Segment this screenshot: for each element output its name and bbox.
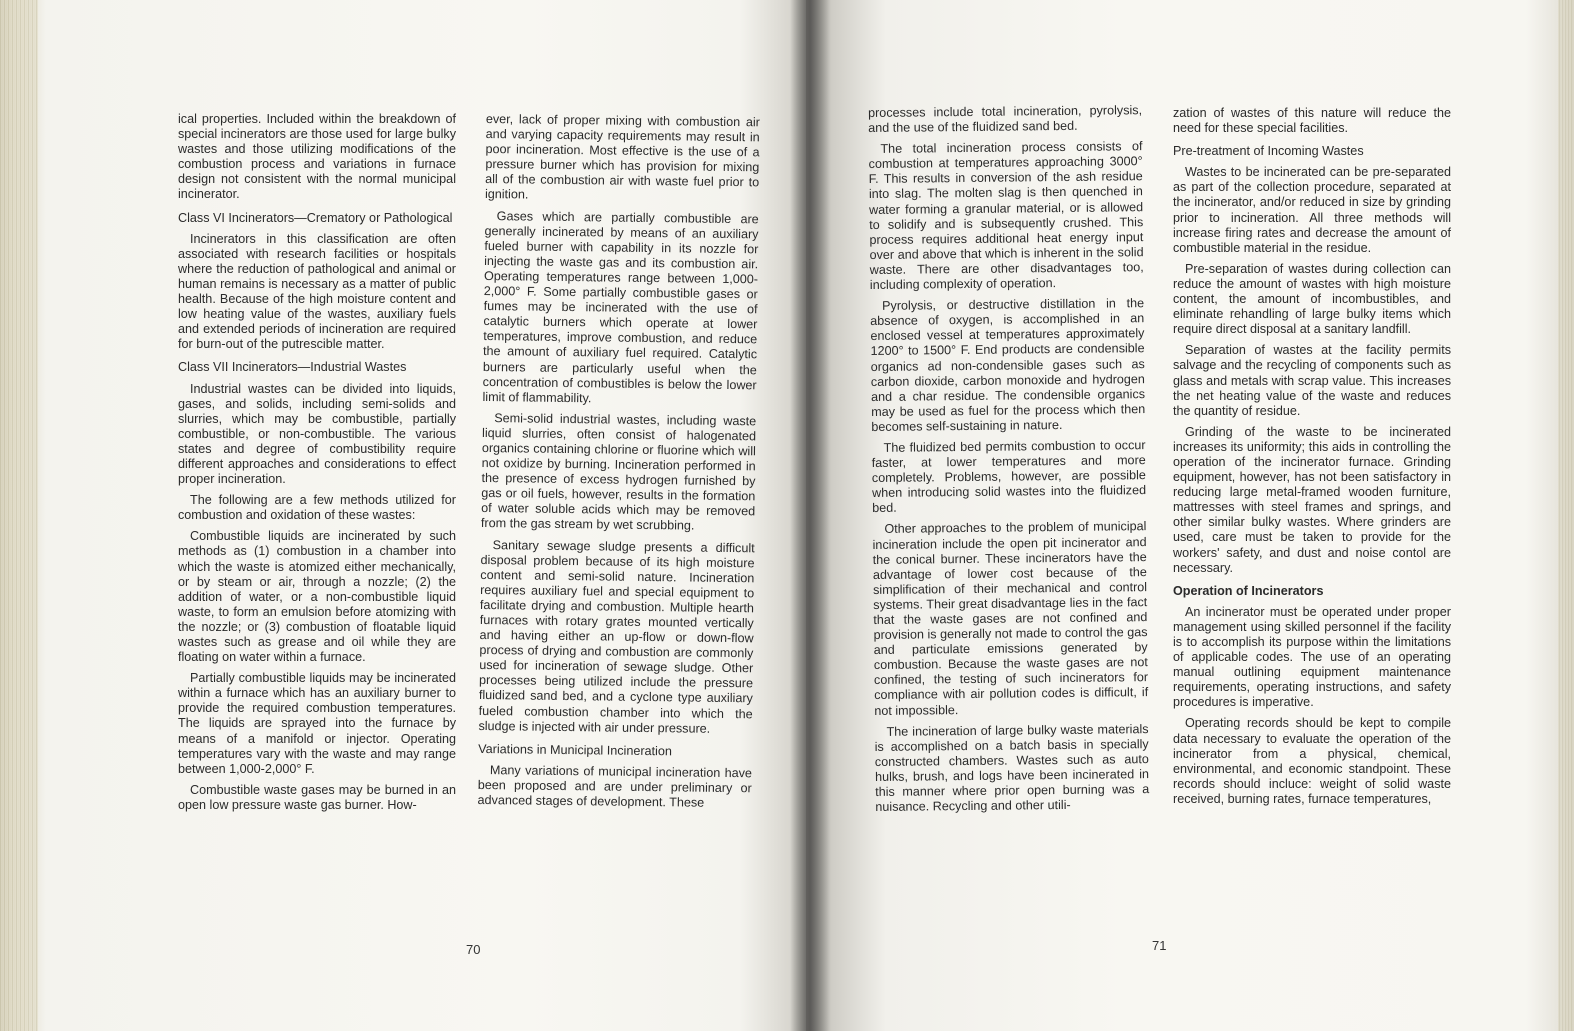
book-gutter: [790, 0, 830, 1031]
section-heading: Variations in Municipal Incineration: [478, 741, 672, 759]
paragraph: zation of wastes of this nature will reduce the need for these special facilities.: [1173, 106, 1451, 136]
paragraph: Pyrolysis, or destructive distillation in the absence of oxygen, is accomplished in an enclosed vessel at temperatures approximately 1200° to 1500° F. End products are condensible organics ad non-condensible gases such as carbon dioxide, carbon monoxide and hydrogen and a char residue. The condensible organics may be used as fuel for the process which then becomes self-sustaining in nature.: [870, 296, 1146, 434]
paragraph: processes include total incineration, pyrolysis, and the use of the fluidized sand bed.: [868, 103, 1143, 136]
paragraph: The total incineration process consists of combustion at temperatures approaching 3000° F. This results in conversion of the ash residue into slag. The molten slag is then quenched in water forming a granular material, or is allowed to solidify and is subsequently crushed. This process requires additional heat energy input over and above that which is inherent in the solid waste. There are other disadvantages too, including complexity of operation.: [868, 139, 1144, 293]
left-page-column-2: [477, 112, 760, 817]
paragraph: Incinerators in this classification are often associated with research facilities or hospitals where the reduction of pathological and animal or human remains is necessary as a matter of public health. Because of the high moisture content and low heating value of the wastes, auxiliary fuels and extended periods of incineration are required for burn-out of the putrescible matter.: [178, 231, 456, 352]
paragraph: Wastes to be incinerated can be pre-separated as part of the collection procedure, separated at the incinerator, and/or reduced in size by grinding prior to incineration. All three methods will increase firing rates and decrease the amount of combustible material in the residue.: [1173, 165, 1451, 255]
paragraph: Combustible waste gases may be burned in an open low pressure waste gas burner. How-: [178, 782, 456, 812]
paragraph: Operating records should be kept to compile data necessary to evaluate the operation of the incinerator from a physical, chemical, environmental, and economic standpoint. These records should incluce: weight of solid waste received, burning rates, furnace temperatures,: [1173, 716, 1451, 806]
paragraph: The following are a few methods utilized for combustion and oxidation of these wastes:: [178, 493, 456, 523]
paragraph: ever, lack of proper mixing with combustion air and varying capacity requirements may result in poor incineration. Most effective is the use of a pressure burner which has provision for mixing all of the combustion air with waste fuel prior to ignition.: [484, 112, 760, 202]
page-number: 70: [466, 942, 481, 957]
paragraph: Grinding of the waste to be incinerated increases its uniformity; this aids in controlling the operation of the incinerator furnace. Grinding equipment, however, has not been satisfactory in reducing large metal-framed wooden furniture, mattresses with steel frames and springs, and other similar bulky wastes. Where grinders are used, care must be taken to provide for the workers' safety, and dust and noise contol are necessary.: [1173, 424, 1451, 575]
paragraph: Partially combustible liquids may be incinerated within a furnace which has an auxiliary burner to provide the required combustion temperatures. The liquids are sprayed into the furnace by means of a manifold or injector. Operating temperatures vary with the waste and may range between 1,000-2,000° F.: [178, 671, 456, 776]
paragraph: The fluidized bed permits combustion to occur faster, at lower temperatures and more completely. Problems, however, are possible when introducing solid wastes into the fluidized bed.: [871, 438, 1147, 516]
page-edges: [1558, 0, 1574, 1031]
paragraph: Gases which are partially combustible are generally incinerated by means of an auxiliary fueled burner with capability in its nozzle for injecting the waste gas and its combustion air. Operating temperatures range between 1,000-2,000° F. Some partially combustible gases or fumes may be incinerated with the use of catalytic burners which operate at lower temperatures, improve combustion, and reduce the amount of auxiliary fuel required. Catalytic burners are particularly useful when the concentration of combustibles is below the lower limit of flammability.: [482, 208, 759, 405]
section-heading: Pre-treatment of Incoming Wastes: [1173, 144, 1364, 159]
section-heading: Operation of Incinerators: [1173, 583, 1324, 598]
paragraph: Separation of wastes at the facility permits salvage and the recycling of components such as glass and metals with scrap value. This increases the net heating value of the waste and reduces the quantity of residue.: [1173, 343, 1451, 418]
paragraph: Pre-separation of wastes during collection can reduce the amount of wastes with high moisture content, the amount of incombustibles, and eliminate rehandling of large bulky items which require direct disposal at a sanitary landfill.: [1173, 261, 1451, 337]
paragraph: Semi-solid industrial wastes, including waste liquid slurries, often consist of halogenated organics containing chlorine or fluorine which will not oxidize by burning. Incineration performed in the presence of excess hydrogen furnished by gas or oil fuels, however, results in the formation of water soluble acids which may be removed from the gas stream by wet scrubbing.: [480, 410, 757, 534]
section-heading: Class VI Incinerators—Crematory or Pathological: [178, 210, 453, 225]
paragraph: Combustible liquids are incinerated by such methods as (1) combustion in a chamber into which the waste is atomized either mechanically, or by steam or air, through a nozzle; (2) the addition of water, or a non-combustible liquid waste, to form an emulsion before atomizing with the nozzle; or (3) combustion of floatable liquid wastes such as grease and oil while they are floating on water within a furnace.: [178, 529, 456, 665]
paragraph: Industrial wastes can be divided into liquids, gases, and solids, including semi-solids and slurries, which may be combustible, partially combustible, or non-combustible. The various states and degree of combustibility require different approaches and considerations to effect proper incineration.: [178, 381, 456, 487]
left-page-column-1: [178, 112, 456, 819]
section-heading: Class VII Incinerators—Industrial Wastes: [178, 360, 407, 375]
page-number: 71: [1152, 938, 1167, 953]
page-edges: [0, 0, 38, 1031]
paragraph: An incinerator must be operated under proper management using skilled personnel if the facility is to accomplish its purpose within the limitations of applicable codes. The use of an operating manual outlining equipment maintenance requirements, operating instructions, and safety procedures is imperative.: [1173, 604, 1451, 710]
right-page-column-1: [868, 103, 1149, 821]
paragraph: Sanitary sewage sludge presents a difficult disposal problem because of its high moisture content and semi-solid nature. Incineration requires auxiliary fuel and special equipment to facilitate drying and combustion. Multiple hearth furnaces with rotary grates mounted vertically and having either an up-flow or down-flow process of drying and combustion are commonly used for incineration of sewage sludge. Other processes being utilized include the pressure fluidized sand bed, and a cyclone type auxiliary fueled combustion chamber into which the sludge is injected with air under pressure.: [478, 537, 755, 736]
paragraph: Other approaches to the problem of municipal incineration include the open pit incinerator and the conical burner. These incinerators have the advantage of lower cost because of the simplification of their mechanical and control systems. Their great disadvantage lies in the fact that the waste gases are not confined and provision is generally not made to control the gas and particulate emissions generated by combustion. Because the waste gases are not confined, the testing of such incinerators for compliance with air pollution codes is difficult, if not impossible.: [872, 519, 1149, 718]
paragraph: Many variations of municipal incineration have been proposed and are under preliminary or advanced stages of development. These: [477, 762, 753, 810]
right-page-column-2: [1173, 106, 1451, 813]
paragraph: The incineration of large bulky waste materials is accomplished on a batch basis in specially constructed chambers. Wastes such as auto hulks, brush, and logs have been incinerated in this manner where prior open burning was a nuisance. Recycling and other utili-: [874, 721, 1150, 815]
paragraph: ical properties. Included within the breakdown of special incinerators are those used for large bulky wastes and those utilizing modifications of the combustion process and variations in furnace design not consistent with the normal municipal incinerator.: [178, 112, 456, 202]
